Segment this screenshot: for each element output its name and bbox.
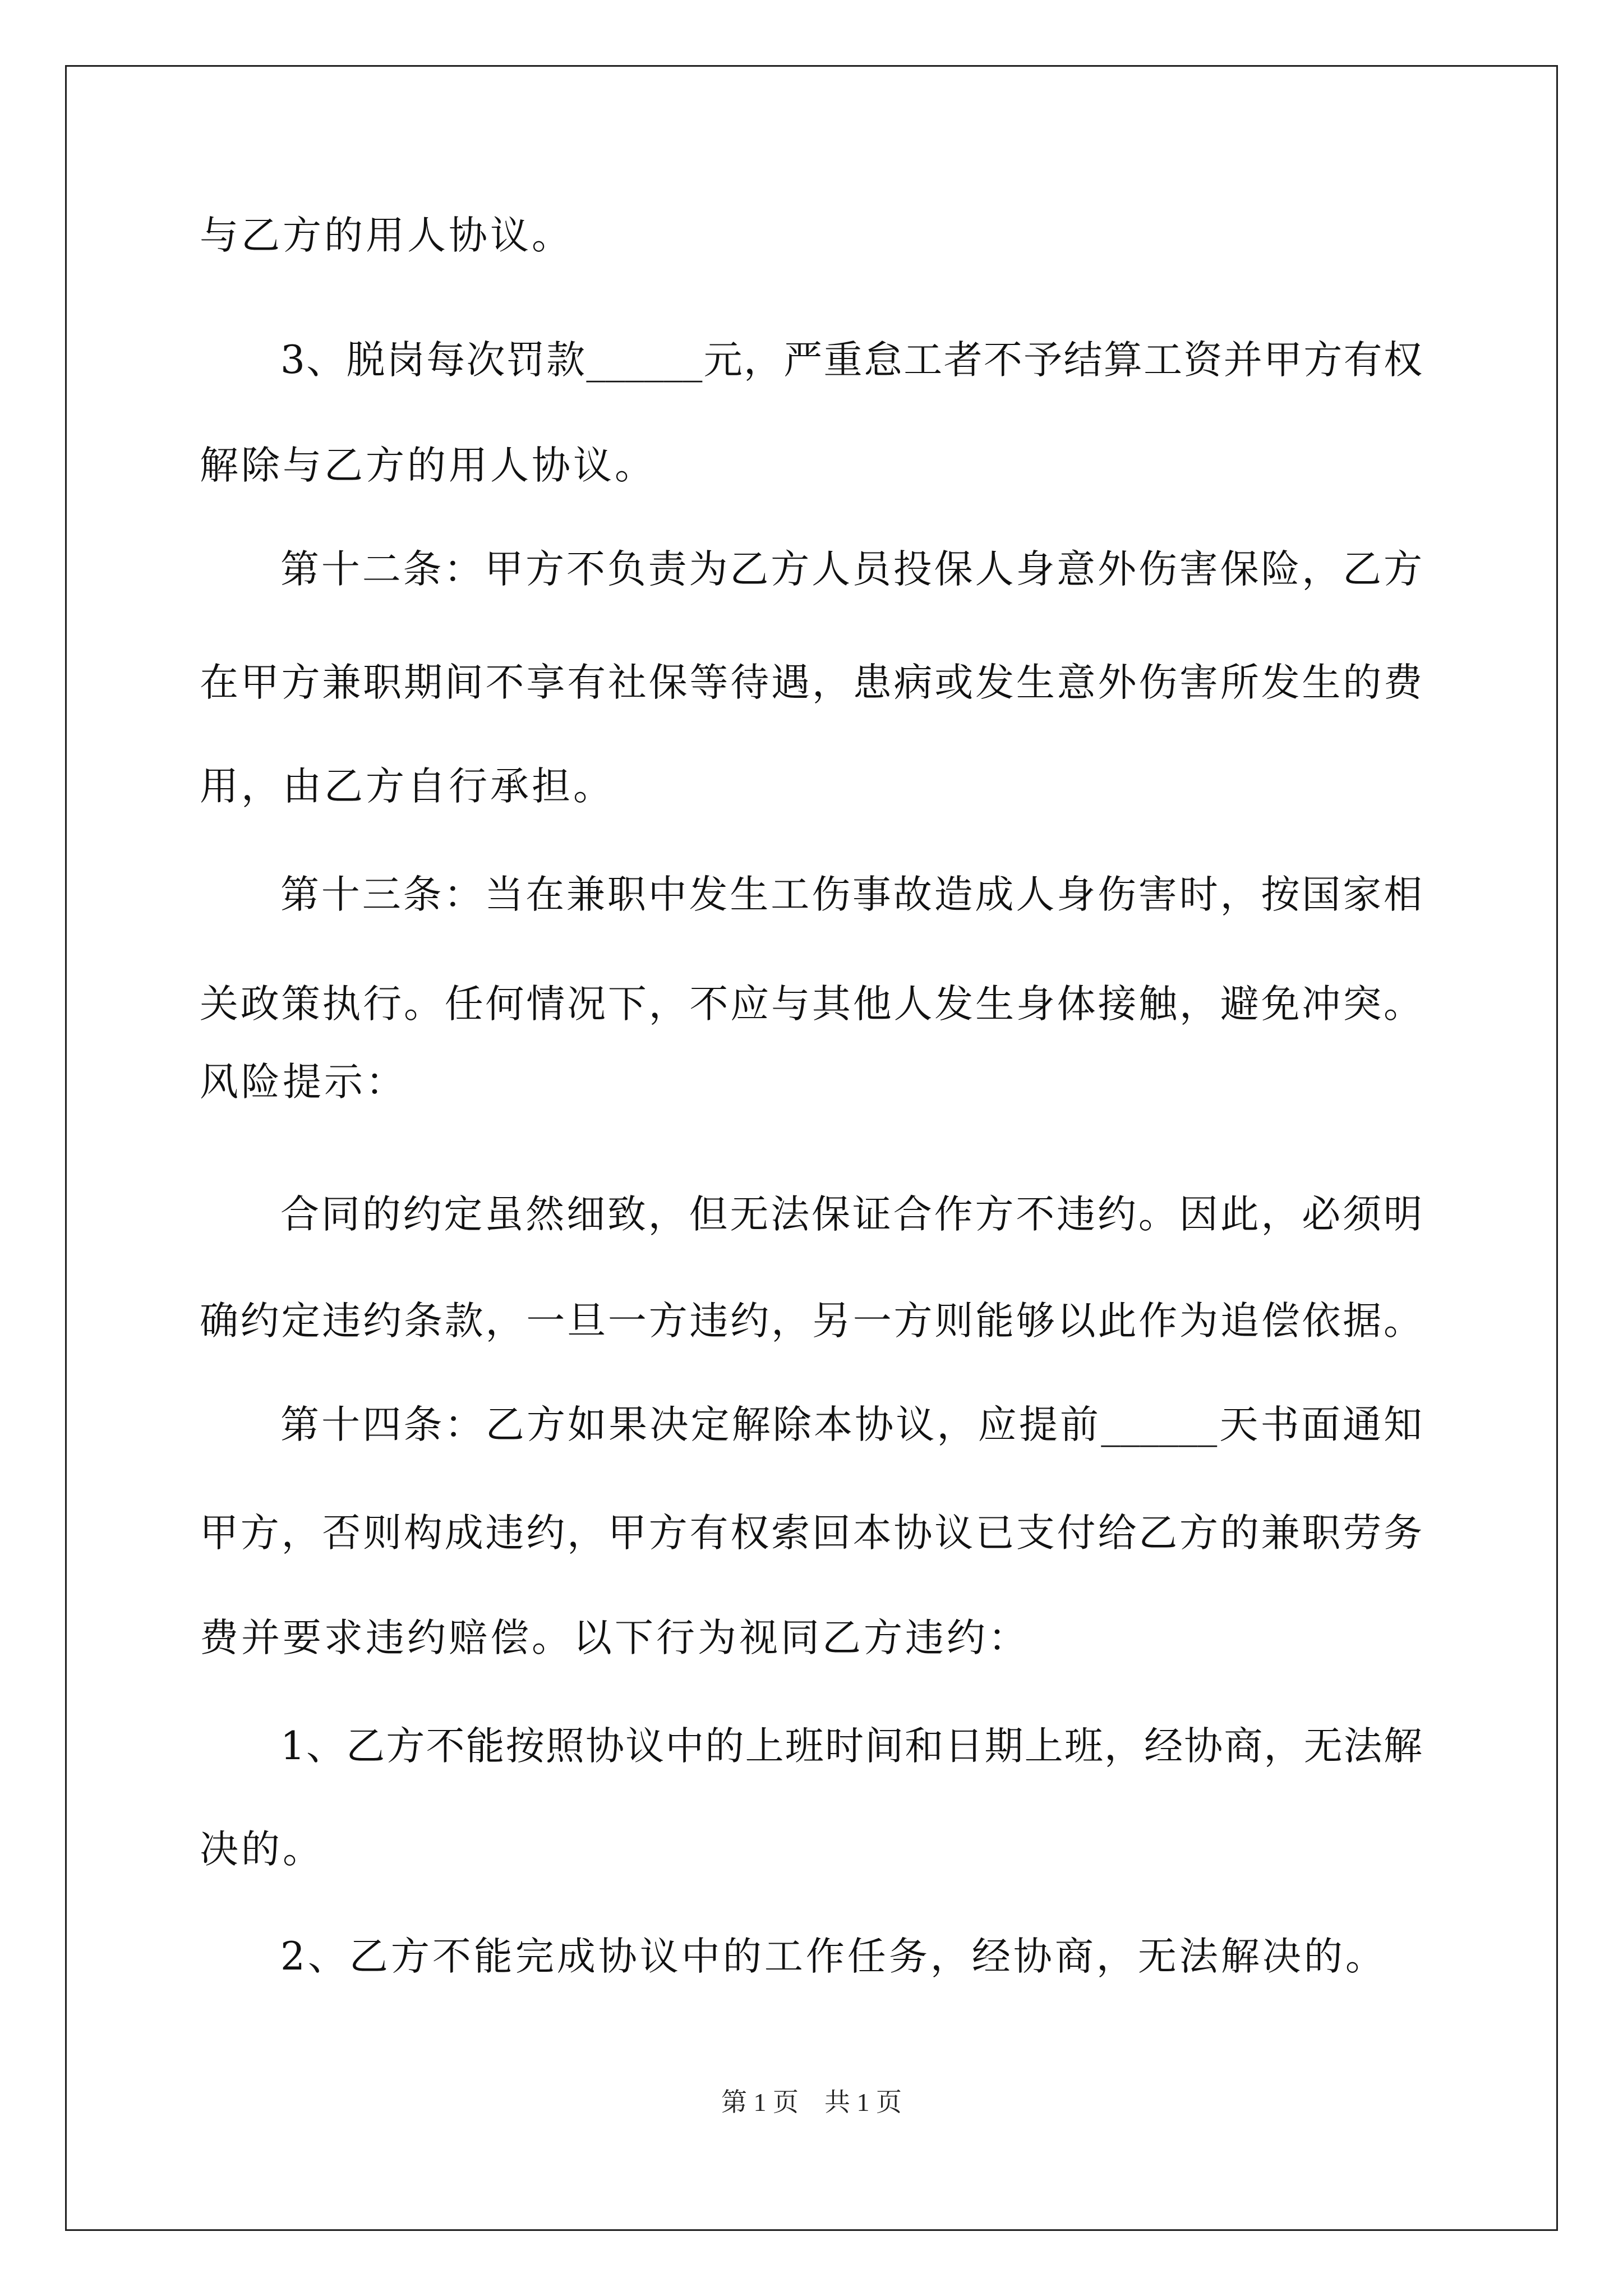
text-line: 合同的约定虽然细致，但无法保证合作方不违约。因此，必须明 [280,1192,1422,1237]
text-line: 风险提示： [200,1060,407,1105]
text-line: 1、乙方不能按照协议中的上班时间和日期上班，经协商，无法解 [280,1724,1422,1769]
page-border [65,65,1558,2231]
text-line: 关政策执行。任何情况下，不应与其他人发生身体接触，避免冲突。 [200,982,1422,1027]
text-line: 2、乙方不能完成协议中的工作任务，经协商，无法解决的。 [280,1934,1387,1979]
text-line: 与乙方的用人协议。 [200,213,573,258]
page-number-footer: 第 1 页 共 1 页 [721,2088,902,2116]
text-line: 在甲方兼职期间不享有社保等待遇，患病或发生意外伤害所发生的费 [200,660,1422,705]
text-line: 费并要求违约赔偿。以下行为视同乙方违约： [200,1616,1030,1660]
text-line: 确约定违约条款，一旦一方违约，另一方则能够以此作为追偿依据。 [200,1299,1422,1343]
text-line: 3、脱岗每次罚款______元，严重怠工者不予结算工资并甲方有权 [280,338,1422,383]
text-line: 第十四条：乙方如果决定解除本协议，应提前______天书面通知 [280,1402,1422,1447]
text-line: 用，由乙方自行承担。 [200,764,615,809]
text-line: 第十三条：当在兼职中发生工伤事故造成人身伤害时，按国家相 [280,872,1422,917]
text-line: 解除与乙方的用人协议。 [200,443,656,488]
text-line: 第十二条：甲方不负责为乙方人员投保人身意外伤害保险，乙方 [280,547,1422,592]
text-line: 决的。 [200,1827,324,1872]
text-line: 甲方，否则构成违约，甲方有权索回本协议已支付给乙方的兼职劳务 [200,1511,1422,1556]
